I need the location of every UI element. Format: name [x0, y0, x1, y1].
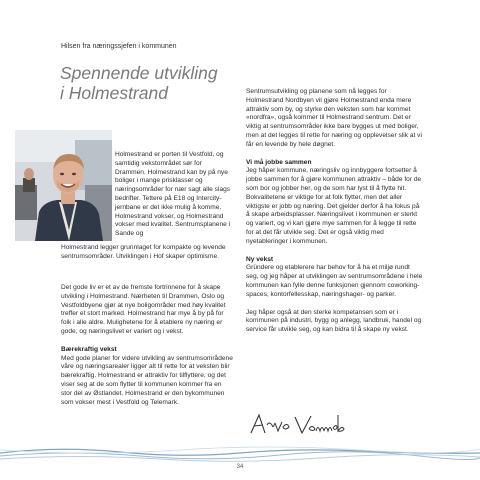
title-line-2: i Holmestrand [60, 83, 168, 103]
intro-text-wrapped: Holmestrand er porten til Vestfold, og samtidig vekstområdet sør for Drammen. Holmestrand kan by på nye boliger i mange prisklasser og næringsområder for nær sagt alle slags bedrifter. Tettere på E18 og Intercity-jernbane er det ikke mulig å komme. Holmestrand vokser, og Holmestrand vokser med kvalitet. Sentrumsplanene i Sande og [115, 151, 231, 238]
page-number: 34 [234, 464, 247, 470]
heading-sustainable-growth: Bærekraftig vekst [61, 345, 117, 353]
heading-new-growth: Ny vekst [246, 255, 274, 263]
kicker: Hilsen fra næringssjefen i kommunen [61, 43, 177, 50]
right-paragraph-4: Jeg håper også at den sterke kompetansen som er i kommunen på industri, bygg og anlegg, landbruk, handel og service får utvikle seg, og kan bidra til å skape ny vekst. [246, 308, 422, 334]
portrait-photo [15, 130, 112, 241]
right-paragraph-2: Jeg håper kommune, næringsliv og innbyggere fortsetter å jobbe sammen for å gjøre kommunen attraktiv – både for de som bor og jobber her, og de som har lyst til å flytte hit. Bokvalitetene er viktige for at folk flytter, men det aller viktigste er jobb og næring. Det gjelder derfor å ha fokus på å skape arbeidsplasser. Næringslivet i kommunen er sterkt og variert, og vi kan gjøre mye sammen for å legge til rette for at det får utvikle seg. Det er også viktig med nyetableringer i kommunen. [246, 167, 422, 245]
right-column [246, 88, 424, 335]
right-paragraph-3: Gründere og etablerere har behov for å ha et miljø rundt seg, og jeg håper at utviklingen av sentrumsområdene i hele kommunen kan fylle denne funksjonen gjennom coworking-spaces, kontorfellesskap, næringshager- og parker. [246, 264, 423, 298]
signature-image [247, 411, 347, 439]
right-paragraph-1: Sentrumsutvikling og planene som nå legges for Holmestrand Nordbyen vil gjøre Holmestrand enda mere attraktiv som by, og styrke den veksten som har kommet «nordfra», også kommer til Holmestrand sentrum. Det er viktig at sentrumsområder ikke bare bygges ut med boliger, men at det legges til rette for næring og opplevelser slik at vi får en levende by hele døgnet. [246, 88, 422, 148]
left-paragraph-3: Med gode planer for videre utvikling av sentrumsområdene våre og næringsarealer ligger alt til rette for at veksten blir bærekraftig. Holmestrand er attraktiv for tilflyttere, og det viser seg at de som flytter til kommunen kommer fra en stor del av Østlandet. Holmestrand er den bykommunen som vokser mest i Vestfold og Telemark. [61, 354, 233, 406]
left-paragraph-2: Det gode liv er et av de fremste fortrinnene for å skape utvikling i Holmestrand. Nærheten til Drammen, Oslo og Vestfoldbyene gjør at nye boligområder med høy kvalitet treffer et stort marked. Holmestrand har mye å by på for folk i alle aldre. Mulighetene for å etablere ny næring er gode, og næringslivet er variert og i vekst. [61, 284, 226, 335]
title-line-1: Spennende utvikling [60, 63, 218, 83]
page-title [60, 63, 230, 103]
page-number-wrap [0, 455, 480, 473]
intro-text-full: Holmestrand legger grunnlaget for kompakte og levende sentrumsområder. Utviklingen i Hof skaper optimisme. [61, 244, 226, 260]
left-column [61, 284, 233, 407]
heading-work-together: Vi må jobbe sammen [246, 158, 312, 166]
